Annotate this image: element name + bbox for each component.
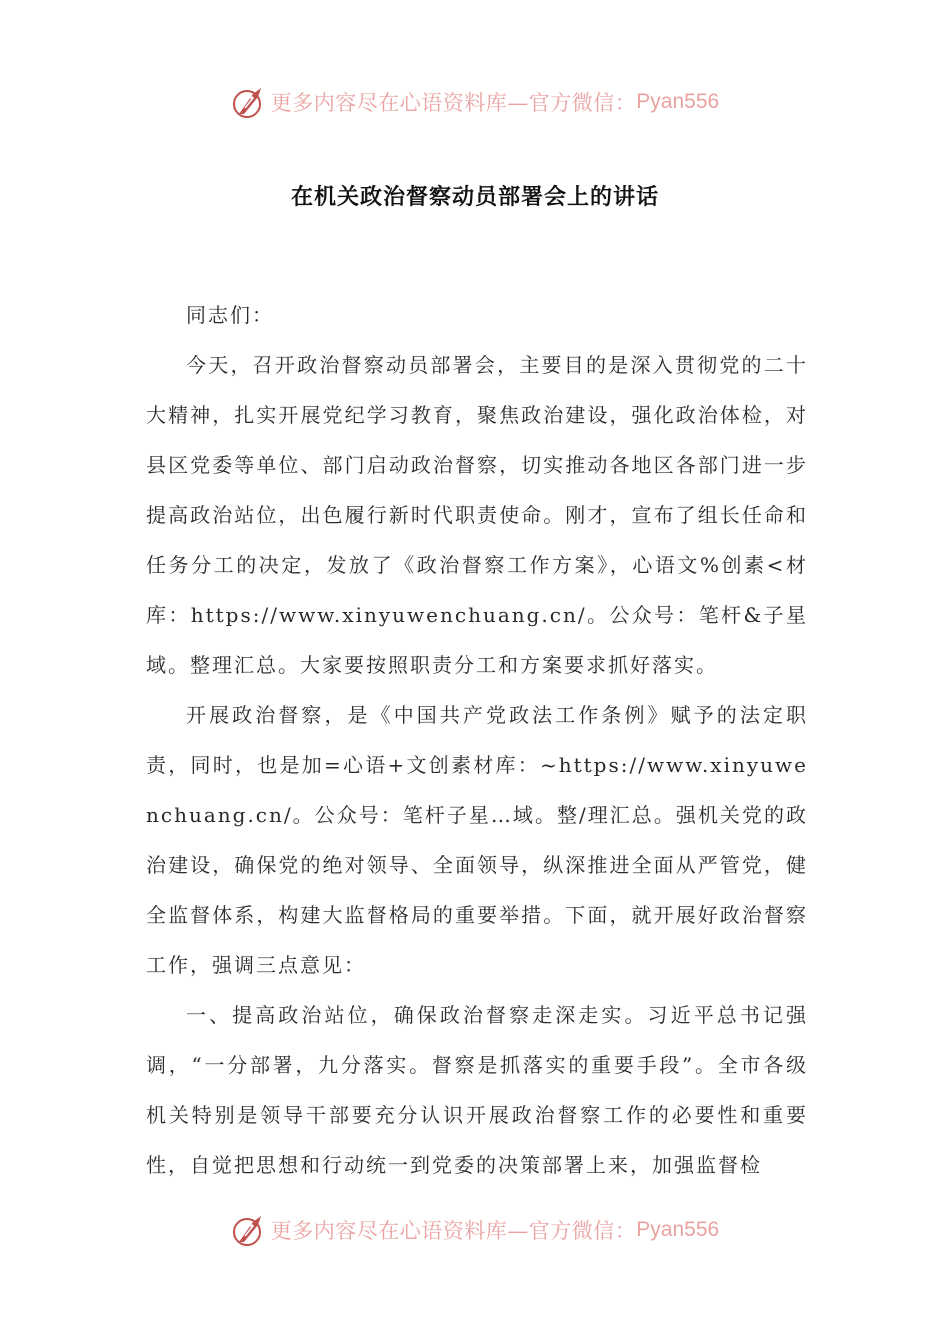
wechat-handle: Pyan556 [636,1218,720,1241]
banner-text: 更多内容尽在心语资料库—官方微信： [270,1219,637,1243]
header-banner [0,82,950,122]
document-title: 在机关政治督察动员部署会上的讲话 [290,185,659,210]
salutation: 同志们： [186,303,274,327]
paragraph: 一、提高政治站位，确保政治督察走深走实。习近平总书记强调，“一分部署，九分落实。督察是抓落实的重要手段”。全市各级机关特别是领导干部要充分认识开展政治督察工作的必要性和重要性，自觉把思想和行动统一到党委的决策部署上来，加强监督检 [146,1003,808,1177]
paragraph: 开展政治督察，是《中国共产党政法工作条例》赋予的法定职责，同时，也是加=心语+文创素材库：~https://www.xinyuwenchuang.cn/。公众号：笔杆子星…域。整/理汇总。强机关党的政治建设，确保党的绝对领导、全面领导，纵深推进全面从严管党，健全监督体系，构建大监督格局的重要举措。下面，就开展好政治督察工作，强调三点意见： [146,703,808,977]
footer-banner [0,1210,950,1250]
wechat-handle: Pyan556 [636,90,720,113]
pen-nib-icon [231,1212,267,1248]
paragraph: 今天，召开政治督察动员部署会，主要目的是深入贯彻党的二十大精神，扎实开展党纪学习教育，聚焦政治建设，强化政治体检，对县区党委等单位、部门启动政治督察，切实推动各地区各部门进一步提高政治站位，出色履行新时代职责使命。刚才，宣布了组长任命和任务分工的决定，发放了《政治督察工作方案》，心语文%创素<材库：https://www.xinyuwenchuang.cn/。公众号：笔杆&子星域。整理汇总。大家要按照职责分工和方案要求抓好落实。 [146,353,808,677]
pen-nib-icon [231,84,267,120]
banner-text: 更多内容尽在心语资料库—官方微信： [270,91,637,115]
document-body [146,290,808,1190]
